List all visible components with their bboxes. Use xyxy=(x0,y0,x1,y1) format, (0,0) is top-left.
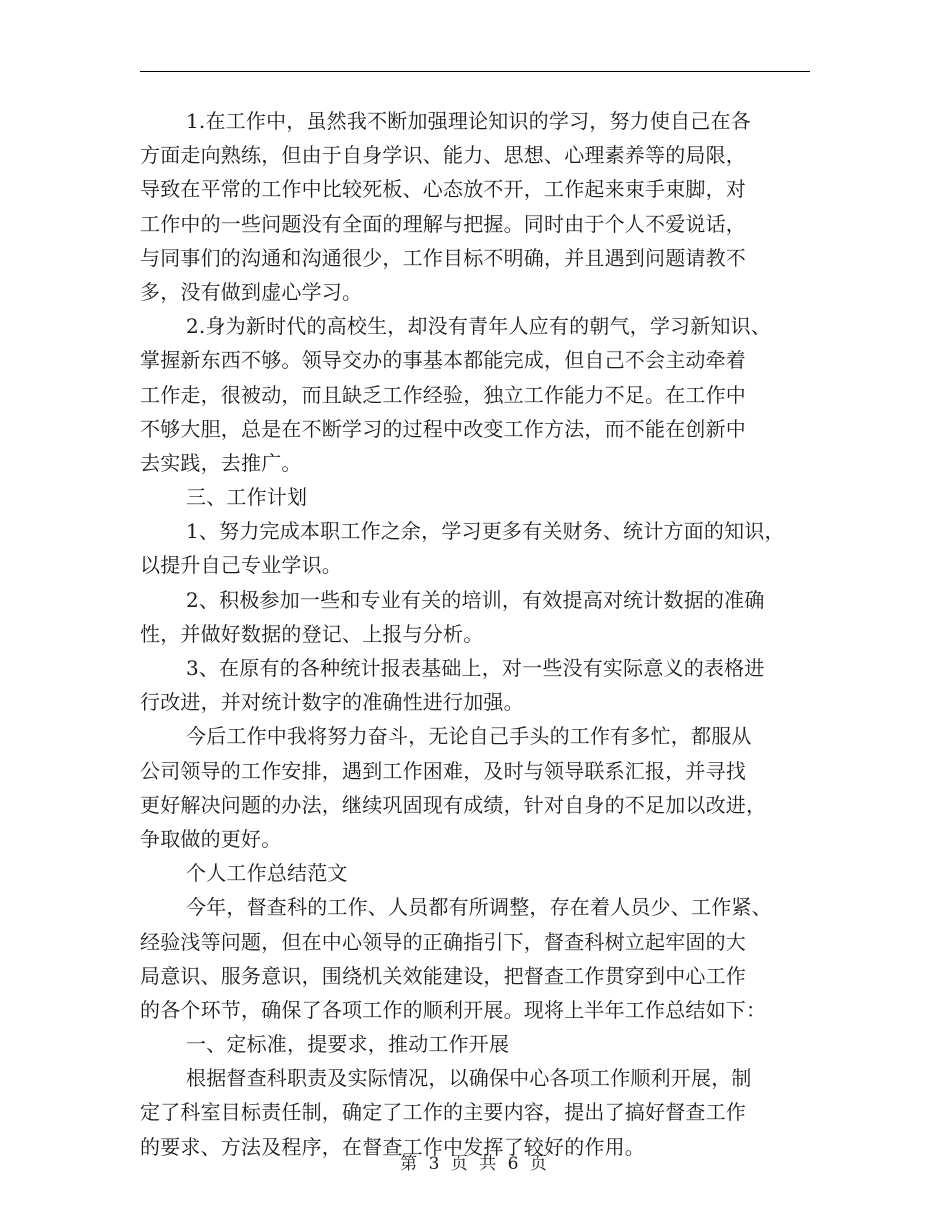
text-line: 个人工作总结范文 xyxy=(186,861,348,886)
text-line: 三、工作计划 xyxy=(186,485,308,510)
text-line: 导致在平常的工作中比较死板、心态放不开，工作起来束手束脚，对 xyxy=(140,177,746,202)
text-line: 更好解决问题的办法，继续巩固现有成绩，针对自身的不足加以改进， xyxy=(140,792,767,817)
text-line: 行改进，并对统计数字的准确性进行加强。 xyxy=(140,690,524,715)
text-line: 工作走，很被动，而且缺乏工作经验，独立工作能力不足。在工作中 xyxy=(140,382,746,407)
text-line: 今后工作中我将努力奋斗，无论自己手头的工作有多忙，都服从 xyxy=(186,724,752,749)
text-line: 去实践，去推广。 xyxy=(140,450,302,475)
text-line: 3、在原有的各种统计报表基础上，对一些没有实际意义的表格进 xyxy=(186,656,765,680)
text-line: 工作中的一些问题没有全面的理解与把握。同时由于个人不爱说话， xyxy=(140,211,746,236)
text-line: 方面走向熟练，但由于自身学识、能力、思想、心理素养等的局限， xyxy=(140,143,746,168)
document-body xyxy=(140,104,812,1164)
page-footer: 第 3 页 共 6 页 xyxy=(400,1154,550,1174)
text-line: 多，没有做到虚心学习。 xyxy=(140,279,363,304)
text-line: 的各个环节，确保了各项工作的顺利开展。现将上半年工作总结如下： xyxy=(140,997,767,1022)
text-line: 1.在工作中，虽然我不断加强理论知识的学习，努力使自己在各 xyxy=(186,109,751,133)
text-line: 的要求、方法及程序，在督查工作中发挥了较好的作用。 xyxy=(140,1134,645,1159)
text-line: 掌握新东西不够。领导交办的事基本都能完成，但自己不会主动牵着 xyxy=(140,348,746,373)
text-line: 以提升自己专业学识。 xyxy=(140,553,342,578)
text-line: 定了科室目标责任制，确定了工作的主要内容，提出了搞好督查工作 xyxy=(140,1100,746,1125)
text-line: 争取做的更好。 xyxy=(140,826,282,851)
text-line: 性，并做好数据的登记、上报与分析。 xyxy=(140,621,484,646)
text-line: 不够大胆，总是在不断学习的过程中改变工作方法，而不能在创新中 xyxy=(140,416,746,441)
text-line: 局意识、服务意识，围绕机关效能建设，把督查工作贯穿到中心工作 xyxy=(140,963,746,988)
text-line: 2、积极参加一些和专业有关的培训，有效提高对统计数据的准确 xyxy=(186,587,765,612)
text-line: 1、努力完成本职工作之余，学习更多有关财务、统计方面的知识， xyxy=(186,519,785,544)
text-line: 根据督查科职责及实际情况，以确保中心各项工作顺利开展，制 xyxy=(186,1066,752,1091)
text-line: 公司领导的工作安排，遇到工作困难，及时与领导联系汇报，并寻找 xyxy=(140,758,746,783)
text-line: 一、定标准，提要求，推动工作开展 xyxy=(186,1032,510,1057)
text-line: 与同事们的沟通和沟通很少，工作目标不明确，并且遇到问题请教不 xyxy=(140,245,746,270)
text-line: 经验浅等问题，但在中心领导的正确指引下，督查科树立起牢固的大 xyxy=(140,929,746,954)
header-rule xyxy=(140,71,810,72)
text-line: 今年，督查科的工作、人员都有所调整，存在着人员少、工作紧、 xyxy=(186,895,772,920)
text-line: 2.身为新时代的高校生，却没有青年人应有的朝气，学习新知识、 xyxy=(186,314,772,339)
